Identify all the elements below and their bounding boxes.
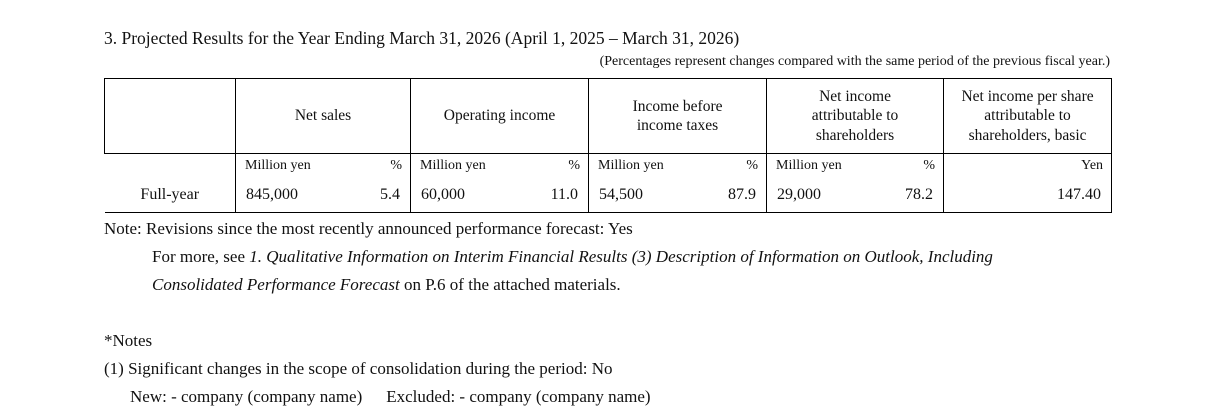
header-net-income-line: shareholders	[815, 126, 895, 144]
header-operating-income: Operating income	[411, 79, 589, 154]
unit-million-yen: Million yen	[767, 154, 902, 179]
cell-income-before-taxes-pct: 87.9	[725, 178, 767, 213]
header-net-sales: Net sales	[236, 79, 411, 154]
header-income-before-taxes-line: Income before	[632, 97, 723, 115]
header-eps-line: Net income per share	[961, 87, 1094, 105]
cell-net-income: 29,000	[767, 178, 902, 213]
revision-note: Note: Revisions since the most recently announced performance forecast: Yes	[104, 219, 633, 238]
header-net-income	[767, 79, 944, 154]
header-income-before-taxes-line: income taxes	[636, 117, 719, 134]
cell-net-sales-pct: 5.4	[369, 178, 411, 213]
section-title: 3. Projected Results for the Year Ending March 31, 2026 (April 1, 2025 – March 31, 2026)	[104, 28, 740, 48]
table-row	[105, 178, 1112, 213]
header-eps-line: shareholders, basic	[968, 126, 1087, 144]
cell-operating-income: 60,000	[411, 178, 548, 213]
units-label-cell	[105, 154, 236, 179]
cell-net-sales: 845,000	[236, 178, 369, 213]
reference-line-2	[152, 275, 621, 295]
unit-percent: %	[725, 154, 767, 179]
unit-yen: Yen	[944, 154, 1112, 179]
table-header-row	[105, 79, 1112, 154]
unit-million-yen: Million yen	[589, 154, 725, 179]
header-net-income-line: Net income	[819, 87, 891, 105]
excluded-company-text: Excluded: - company (company name)	[386, 387, 651, 406]
header-net-income-line: attributable to	[811, 107, 899, 125]
header-income-before-taxes	[589, 79, 767, 154]
unit-million-yen: Million yen	[236, 154, 369, 179]
scope-change-note: (1) Significant changes in the scope of consolidation during the period: No	[104, 359, 613, 378]
header-eps	[944, 79, 1112, 154]
percentage-note: (Percentages represent changes compared with the same period of the previous fiscal year.)	[599, 54, 1110, 69]
header-eps-line: attributable to	[984, 107, 1071, 125]
new-company-text: New: - company (company name)	[130, 387, 363, 406]
unit-percent: %	[548, 154, 589, 179]
unit-percent: %	[369, 154, 411, 179]
reference-section-title-continued: Consolidated Performance Forecast	[152, 275, 400, 294]
unit-million-yen: Million yen	[411, 154, 548, 179]
reference-prefix: For more, see	[152, 247, 250, 266]
row-label-full-year: Full-year	[105, 178, 236, 213]
unit-percent: %	[902, 154, 944, 179]
cell-net-income-pct: 78.2	[902, 178, 944, 213]
header-corner-cell	[105, 79, 236, 154]
notes-heading: *Notes	[104, 331, 153, 350]
table-units-row	[105, 154, 1112, 179]
cell-operating-income-pct: 11.0	[548, 178, 589, 213]
forecast-table	[104, 78, 1112, 213]
reference-section-title: 1. Qualitative Information on Interim Financial Results (3) Description of Information on Outlook, Including	[249, 247, 993, 266]
reference-suffix: on P.6 of the attached materials.	[399, 275, 621, 294]
cell-income-before-taxes: 54,500	[589, 178, 725, 213]
reference-line-1	[152, 247, 993, 267]
scope-change-detail	[130, 387, 651, 407]
cell-eps: 147.40	[944, 178, 1112, 213]
